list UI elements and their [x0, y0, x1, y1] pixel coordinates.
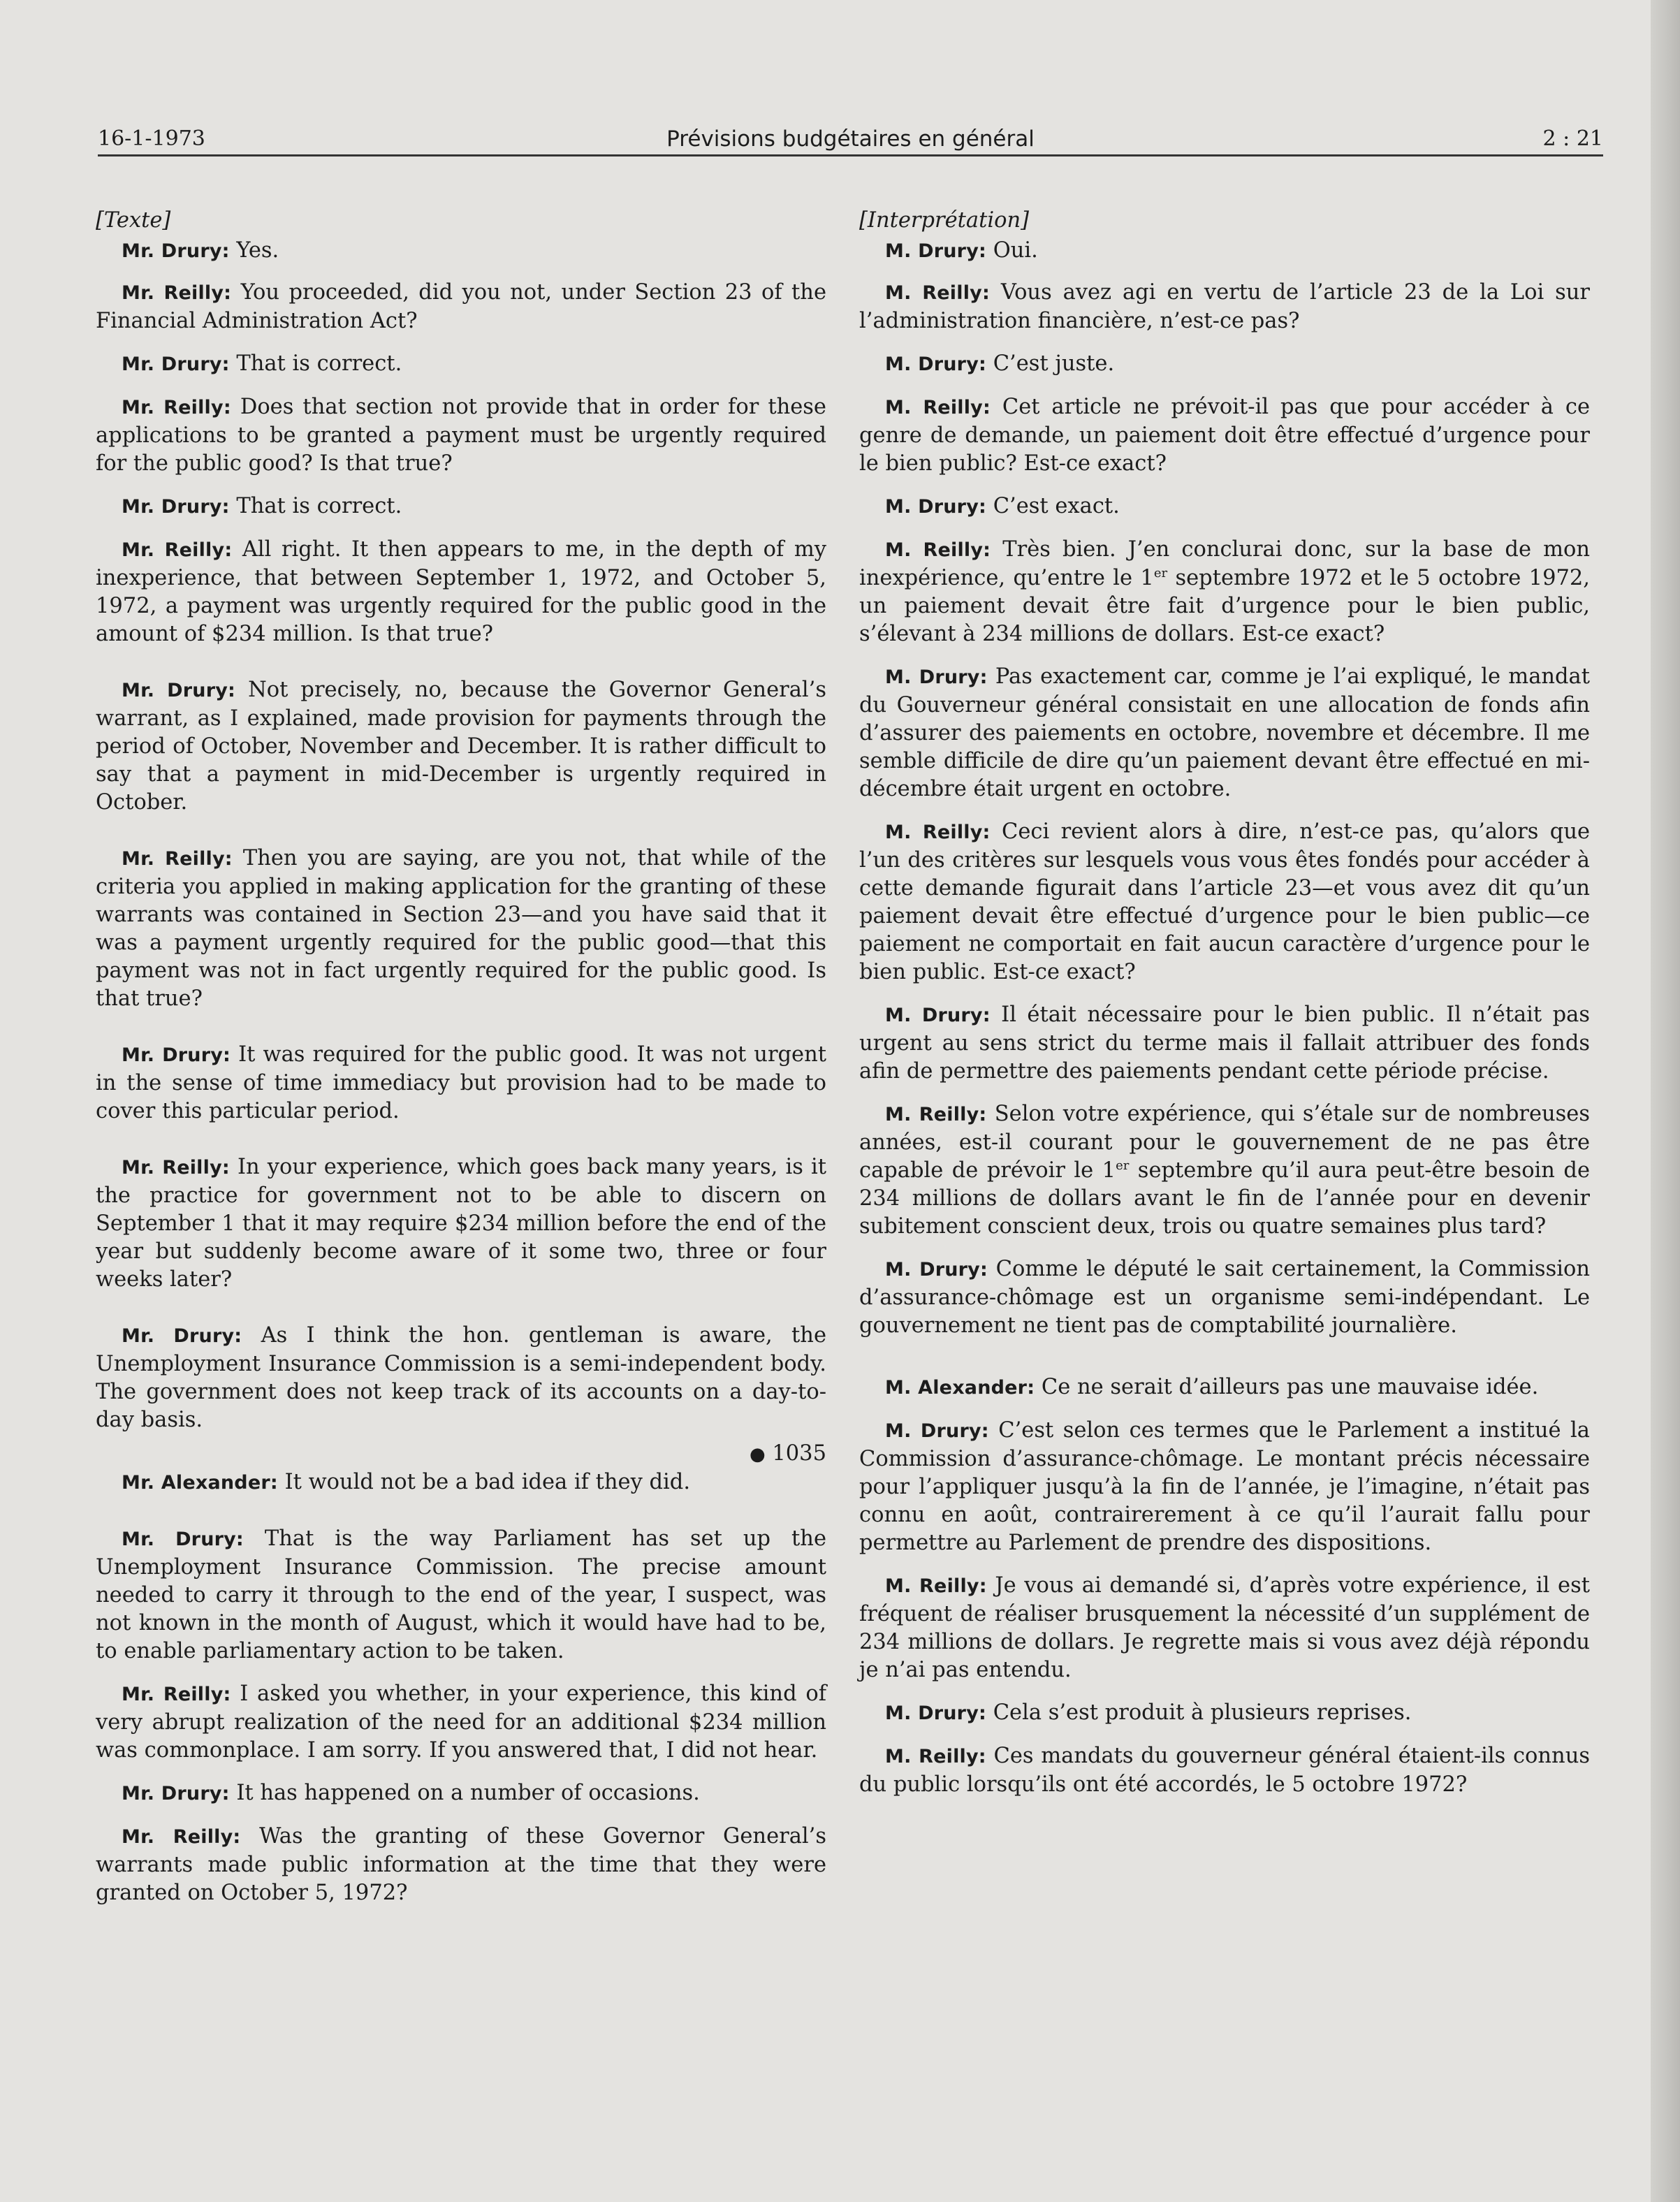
- speaker-name: Mr. Reilly:: [122, 848, 233, 870]
- speaker-name: Mr. Reilly:: [122, 397, 231, 418]
- speaker-name: Mr. Drury:: [122, 680, 236, 701]
- paragraph: [96, 845, 826, 1013]
- speech-text: Ces mandats du gouverneur général étaient-ils connus du public lorsqu’ils ont été accordés, le 5 octobre 1972?: [859, 1744, 1590, 1797]
- speech-text: Cela s’est produit à plusieurs reprises.: [986, 1700, 1412, 1725]
- paragraph: [859, 393, 1590, 478]
- speech-text: Not precisely, no, because the Governor General’s warrant, as I explained, made provision for payments through the period of October, November and December. It is rather difficult to say that a payment in mid-December is urgently required in October.: [96, 678, 826, 815]
- paragraph: [96, 350, 826, 379]
- speaker-name: M. Reilly:: [885, 1104, 987, 1125]
- speaker-name: M. Drury:: [885, 1005, 991, 1026]
- english-column: [96, 207, 826, 1922]
- speaker-name: M. Reilly:: [885, 1575, 987, 1597]
- speech-text: Oui.: [986, 238, 1038, 263]
- speech-text: That is the way Parliament has set up the Unemployment Insurance Commission. The precise amount needed to carry it through to the end of the year, I suspect, was not known in the month of August, which it would have had to be, to enable parliamentary action to be taken.: [96, 1526, 826, 1663]
- speech-text: Pas exactement car, comme je l’ai expliqué, le mandat du Gouverneur général consistait en une allocation de fonds afin d’assurer des paiements en octobre, novembre et décembre. Il me semble difficile de dire qu’un paiement devant être effectué en mi-décembre était urgent en octobre.: [859, 664, 1590, 801]
- paragraph: [96, 536, 826, 648]
- paragraph: [859, 1572, 1590, 1684]
- speaker-name: M. Reilly:: [885, 822, 991, 843]
- time-marker-value: 1035: [772, 1441, 826, 1466]
- speaker-name: M. Drury:: [885, 240, 986, 262]
- speaker-name: Mr. Reilly:: [122, 1684, 231, 1705]
- speaker-name: M. Alexander:: [885, 1377, 1035, 1399]
- speaker-name: Mr. Drury:: [122, 496, 230, 518]
- speech-text: Ce ne serait d’ailleurs pas une mauvaise idée.: [1035, 1375, 1539, 1399]
- speaker-name: M. Drury:: [885, 1702, 986, 1724]
- speaker-name: M. Drury:: [885, 353, 986, 375]
- paragraph: [96, 1823, 826, 1907]
- section-label-texte: [Texte]: [96, 208, 171, 233]
- speaker-name: Mr. Alexander:: [122, 1472, 278, 1494]
- bullet-icon: ●: [749, 1444, 766, 1465]
- header-rule: [98, 154, 1603, 156]
- paragraph: [96, 676, 826, 817]
- speech-text: Je vous ai demandé si, d’après votre expérience, il est fréquent de réaliser brusquement la nécessité d’un supplément de 234 millions de dollars. Je regrette mais si vous avez déjà répondu je n’ai pas entendu.: [859, 1573, 1590, 1682]
- speaker-name: Mr. Drury:: [122, 1783, 230, 1804]
- paragraph: [859, 237, 1590, 265]
- speaker-name: Mr. Reilly:: [122, 282, 232, 304]
- paragraph: [96, 1153, 826, 1294]
- speech-text: Selon votre expérience, qui s’étale sur de nombreuses années, est-il courant pour le gouvernement de ne pas être capable de prévoir le 1: [859, 1102, 1590, 1183]
- running-header: [98, 123, 1603, 155]
- speech-text: Très bien. J’en conclurai donc, sur la base de mon inexpérience, qu’entre le 1: [859, 537, 1590, 590]
- paragraph: [96, 1322, 826, 1434]
- page-edge-shadow: [1651, 0, 1680, 2202]
- header-title: Prévisions budgétaires en général: [666, 126, 1035, 152]
- speaker-name: M. Drury:: [885, 1259, 988, 1281]
- paragraph: [96, 1041, 826, 1125]
- paragraph: [859, 1001, 1590, 1086]
- speaker-name: Mr. Drury:: [122, 1529, 244, 1550]
- speech-text: That is correct.: [229, 351, 402, 376]
- paragraph: [96, 1680, 826, 1765]
- ordinal-superscript: er: [1116, 1158, 1130, 1173]
- paragraph: [859, 493, 1590, 521]
- speech-text: You proceeded, did you not, under Section 23 of the Financial Administration Act?: [96, 280, 826, 333]
- speech-text: C’est juste.: [986, 351, 1115, 376]
- time-marker: [96, 1440, 826, 1468]
- speaker-name: M. Reilly:: [885, 539, 991, 561]
- speech-text: It was required for the public good. It was not urgent in the sense of time immediacy but provision had to be made to cover this particular period.: [96, 1042, 826, 1123]
- speaker-name: Mr. Drury:: [122, 353, 230, 375]
- speech-text: Vous avez agi en vertu de l’article 23 de la Loi sur l’administration financière, n’est-ce pas?: [859, 280, 1590, 333]
- paragraph: [859, 1742, 1590, 1799]
- header-date: 16-1-1973: [98, 126, 205, 151]
- paragraph: [859, 818, 1590, 986]
- paragraph: [859, 663, 1590, 803]
- speech-text: Cet article ne prévoit-il pas que pour accéder à ce genre de demande, un paiement doit être effectué d’urgence pour le bien public? Est-ce exact?: [859, 395, 1590, 476]
- speech-text-continued: septembre 1972 et le 5 octobre 1972, un paiement devait être fait d’urgence pour le bien public, s’élevant à 234 millions de dollars. Est-ce exact?: [859, 566, 1590, 646]
- speaker-name: M. Drury:: [885, 666, 988, 688]
- speech-text-continued: septembre qu’il aura peut-être besoin de 234 millions de dollars avant le fin de l’année pour en devenir subitement conscient deux, trois ou quatre semaines plus tard?: [859, 1158, 1590, 1239]
- paragraph: [859, 1417, 1590, 1557]
- speaker-name: Mr. Drury:: [122, 1325, 242, 1347]
- speech-text: I asked you whether, in your experience, this kind of very abrupt realization of the need for an additional $234 million was commonplace. I am sorry. If you answered that, I did not hear.: [96, 1682, 826, 1763]
- speech-text: That is correct.: [229, 494, 402, 518]
- speech-text: Then you are saying, are you not, that while of the criteria you applied in making application for the granting of these warrants was contained in Section 23—and you have said that it was a payment urgently required for the public good—that this payment was not in fact urgently required for the public good. Is that true?: [96, 846, 826, 1011]
- paragraph: [859, 1699, 1590, 1728]
- speaker-name: M. Reilly:: [885, 397, 991, 418]
- paragraph: [859, 350, 1590, 379]
- speech-text: Was the granting of these Governor General’s warrants made public information at the time that they were granted on October 5, 1972?: [96, 1824, 826, 1905]
- paragraph: [859, 536, 1590, 648]
- speaker-name: M. Drury:: [885, 496, 986, 518]
- speech-text: Il était nécessaire pour le bien public. Il n’était pas urgent au sens strict du terme mais il fallait attribuer des fonds afin de permettre des paiements pendant cette période précise.: [859, 1002, 1590, 1084]
- speech-text: It has happened on a number of occasions.: [229, 1781, 700, 1805]
- section-label-interpretation: [Interprétation]: [859, 208, 1029, 233]
- french-column: [859, 207, 1590, 1814]
- speech-text: It would not be a bad idea if they did.: [277, 1470, 691, 1494]
- paragraph: [859, 1100, 1590, 1241]
- speech-text: Ceci revient alors à dire, n’est-ce pas, qu’alors que l’un des critères sur lesquels vous vous êtes fondés pour accéder à cette demande figurait dans l’article 23—et vous avez dit qu’un paiement devait être effectué d’urgence pour le bien public—ce paiement ne comportait en fait aucun caractère d’urgence pour le bien public. Est-ce exact?: [859, 819, 1591, 984]
- speaker-name: M. Drury:: [885, 1420, 989, 1442]
- paragraph: [859, 1255, 1590, 1340]
- speech-text: In your experience, which goes back many years, is it the practice for government not to be able to discern on September 1 that it may require $234 million before the end of the year but suddenly become aware of it some two, three or four weeks later?: [96, 1155, 826, 1292]
- speaker-name: Mr. Reilly:: [122, 1157, 230, 1179]
- paragraph: [96, 279, 826, 335]
- paragraph: [96, 237, 826, 265]
- speaker-name: M. Reilly:: [885, 1746, 986, 1767]
- header-page-number: 2 : 21: [1542, 126, 1603, 151]
- paragraph: [96, 1779, 826, 1808]
- paragraph: [859, 1373, 1590, 1402]
- paragraph: [96, 1525, 826, 1665]
- speech-text: All right. It then appears to me, in the depth of my inexperience, that between September 1, 1972, and October 5, 1972, a payment was urgently required for the public good in the amount of $234 million. Is that true?: [96, 537, 826, 646]
- paragraph: [96, 393, 826, 478]
- speaker-name: Mr. Drury:: [122, 1044, 231, 1066]
- speaker-name: M. Reilly:: [885, 282, 990, 304]
- speaker-name: Mr. Reilly:: [122, 539, 233, 561]
- paragraph: [96, 493, 826, 521]
- speech-text: Does that section not provide that in order for these applications to be granted a payment must be urgently required for the public good? Is that true?: [96, 395, 826, 476]
- speech-text: Comme le député le sait certainement, la Commission d’assurance-chômage est un organisme semi-indépendant. Le gouvernement ne tient pas de comptabilité journalière.: [859, 1257, 1590, 1338]
- speaker-name: Mr. Reilly:: [122, 1826, 241, 1848]
- speech-text: C’est exact.: [986, 494, 1120, 518]
- paragraph: [96, 1468, 826, 1497]
- ordinal-superscript: er: [1153, 565, 1168, 581]
- speech-text: Yes.: [229, 238, 279, 263]
- paragraph: [859, 279, 1590, 335]
- speaker-name: Mr. Drury:: [122, 240, 230, 262]
- speech-text: As I think the hon. gentleman is aware, the Unemployment Insurance Commission is a semi-independent body. The government does not keep track of its accounts on a day-to-day basis.: [96, 1323, 826, 1432]
- speech-text: C’est selon ces termes que le Parlement a institué la Commission d’assurance-chômage. Le montant précis nécessaire pour l’appliquer jusqu’à la fin de l’année, je l’imagine, n’était pas connu en août, contrairerement à ce qu’il l’aurait fallu pour permettre au Parlement de prendre des dispositions.: [859, 1418, 1590, 1555]
